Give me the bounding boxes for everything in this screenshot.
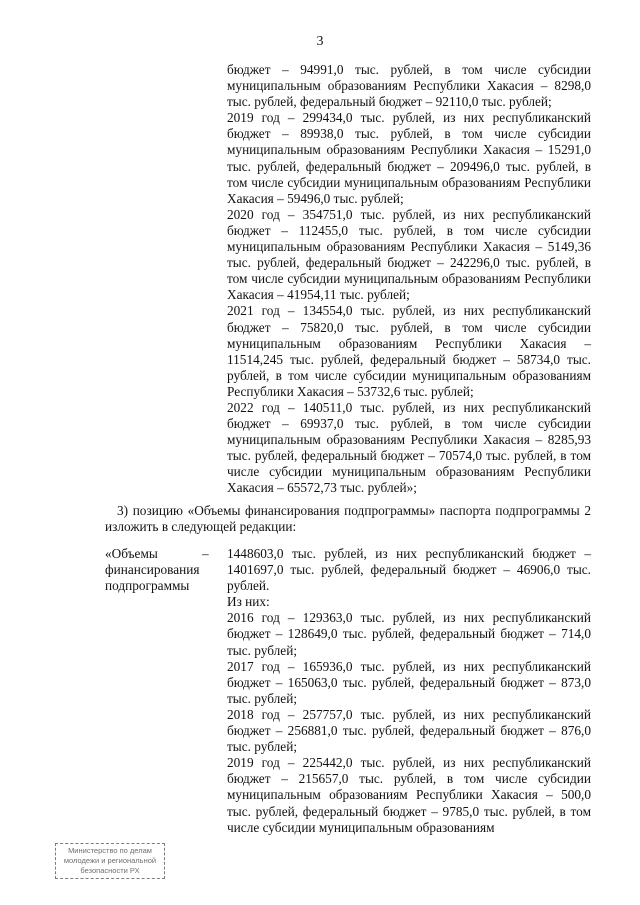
subprogram-total: 1448603,0 тыс. рублей, из них республиканский бюджет – 1401697,0 тыс. рублей, федеральный бюджет – 46906,0 тыс. рублей. (227, 546, 591, 594)
continuation-paragraph-2019: 2019 год – 299434,0 тыс. рублей, из них республиканский бюджет – 89938,0 тыс. рублей, в том числе субсидии муниципальным образованиям Республики Хакасия – 15291,0 тыс. рублей, федеральный бюджет – 209496,0 тыс. рублей, в том числе субсидии муниципальным образованиям Республики Хакасия – 59496,0 тыс. рублей; (227, 110, 591, 206)
continuation-paragraph-2021: 2021 год – 134554,0 тыс. рублей, из них республиканский бюджет – 75820,0 тыс. рублей, в том числе субсидии муниципальным образованиям Республики Хакасия – 11514,245 тыс. рублей, федеральный бюджет – 58734,0 тыс. рублей, в том числе субсидии муниципальным образованиям Республики Хакасия – 53732,6 тыс. рублей; (227, 303, 591, 399)
continuation-paragraph-2022: 2022 год – 140511,0 тыс. рублей, из них республиканский бюджет – 69937,0 тыс. рублей, в том числе субсидии муниципальным образованиям Республики Хакасия – 8285,93 тыс. рублей, федеральный бюджет – 70574,0 тыс. рублей, в том числе субсидии муниципальным образованиям Республики Хакасия – 65572,73 тыс. рублей»; (227, 399, 591, 496)
table-label-line-2: финансирования (105, 562, 200, 578)
table-dash: – (202, 546, 209, 561)
subprogram-2018: 2018 год – 257757,0 тыс. рублей, из них республиканский бюджет – 256881,0 тыс. рублей, федеральный бюджет – 876,0 тыс. рублей; (227, 706, 591, 755)
page-number: 3 (316, 34, 324, 49)
subprogram-2019: 2019 год – 225442,0 тыс. рублей, из них республиканский бюджет – 215657,0 тыс. рублей, в том числе субсидии муниципальным образованиям Республики Хакасия – 500,0 тыс. рублей, федеральный бюджет – 9785,0 тыс. рублей, в том числе субсидии муниципальным образованиям (227, 755, 591, 835)
continuation-paragraph-2020: 2020 год – 354751,0 тыс. рублей, из них республиканский бюджет – 112455,0 тыс. рублей, в том числе субсидии муниципальным образованиям Республики Хакасия – 5149,36 тыс. рублей, федеральный бюджет – 242296,0 тыс. рублей, в том числе субсидии муниципальным образованиям Республики Хакасия – 41954,11 тыс. рублей; (227, 206, 591, 303)
ministry-stamp: Министерство по делам молодежи и региональной безопасности РХ (55, 843, 165, 879)
table-label-line-3: подпрограммы (105, 578, 190, 594)
continuation-paragraph-2018: бюджет – 94991,0 тыс. рублей, в том числе субсидии муниципальным образованиям Республики Хакасия – 8298,0 тыс. рублей, федеральный бюджет – 92110,0 тыс. рублей; (227, 62, 591, 110)
table-label-line-1: «Объемы (105, 546, 158, 561)
continuation-block (227, 62, 591, 497)
subprogram-2017: 2017 год – 165936,0 тыс. рублей, из них республиканский бюджет – 165063,0 тыс. рублей, федеральный бюджет – 873,0 тыс. рублей; (227, 658, 591, 706)
item-3-paragraph: 3) позицию «Объемы финансирования подпрограммы» паспорта подпрограммы 2 изложить в следующей редакции: (105, 503, 591, 535)
subprogram-funding-block (227, 546, 591, 836)
subprogram-2016: 2016 год – 129363,0 тыс. рублей, из них республиканский бюджет – 128649,0 тыс. рублей, федеральный бюджет – 714,0 тыс. рублей; (227, 610, 591, 658)
subprogram-of-which: Из них: (227, 594, 270, 610)
